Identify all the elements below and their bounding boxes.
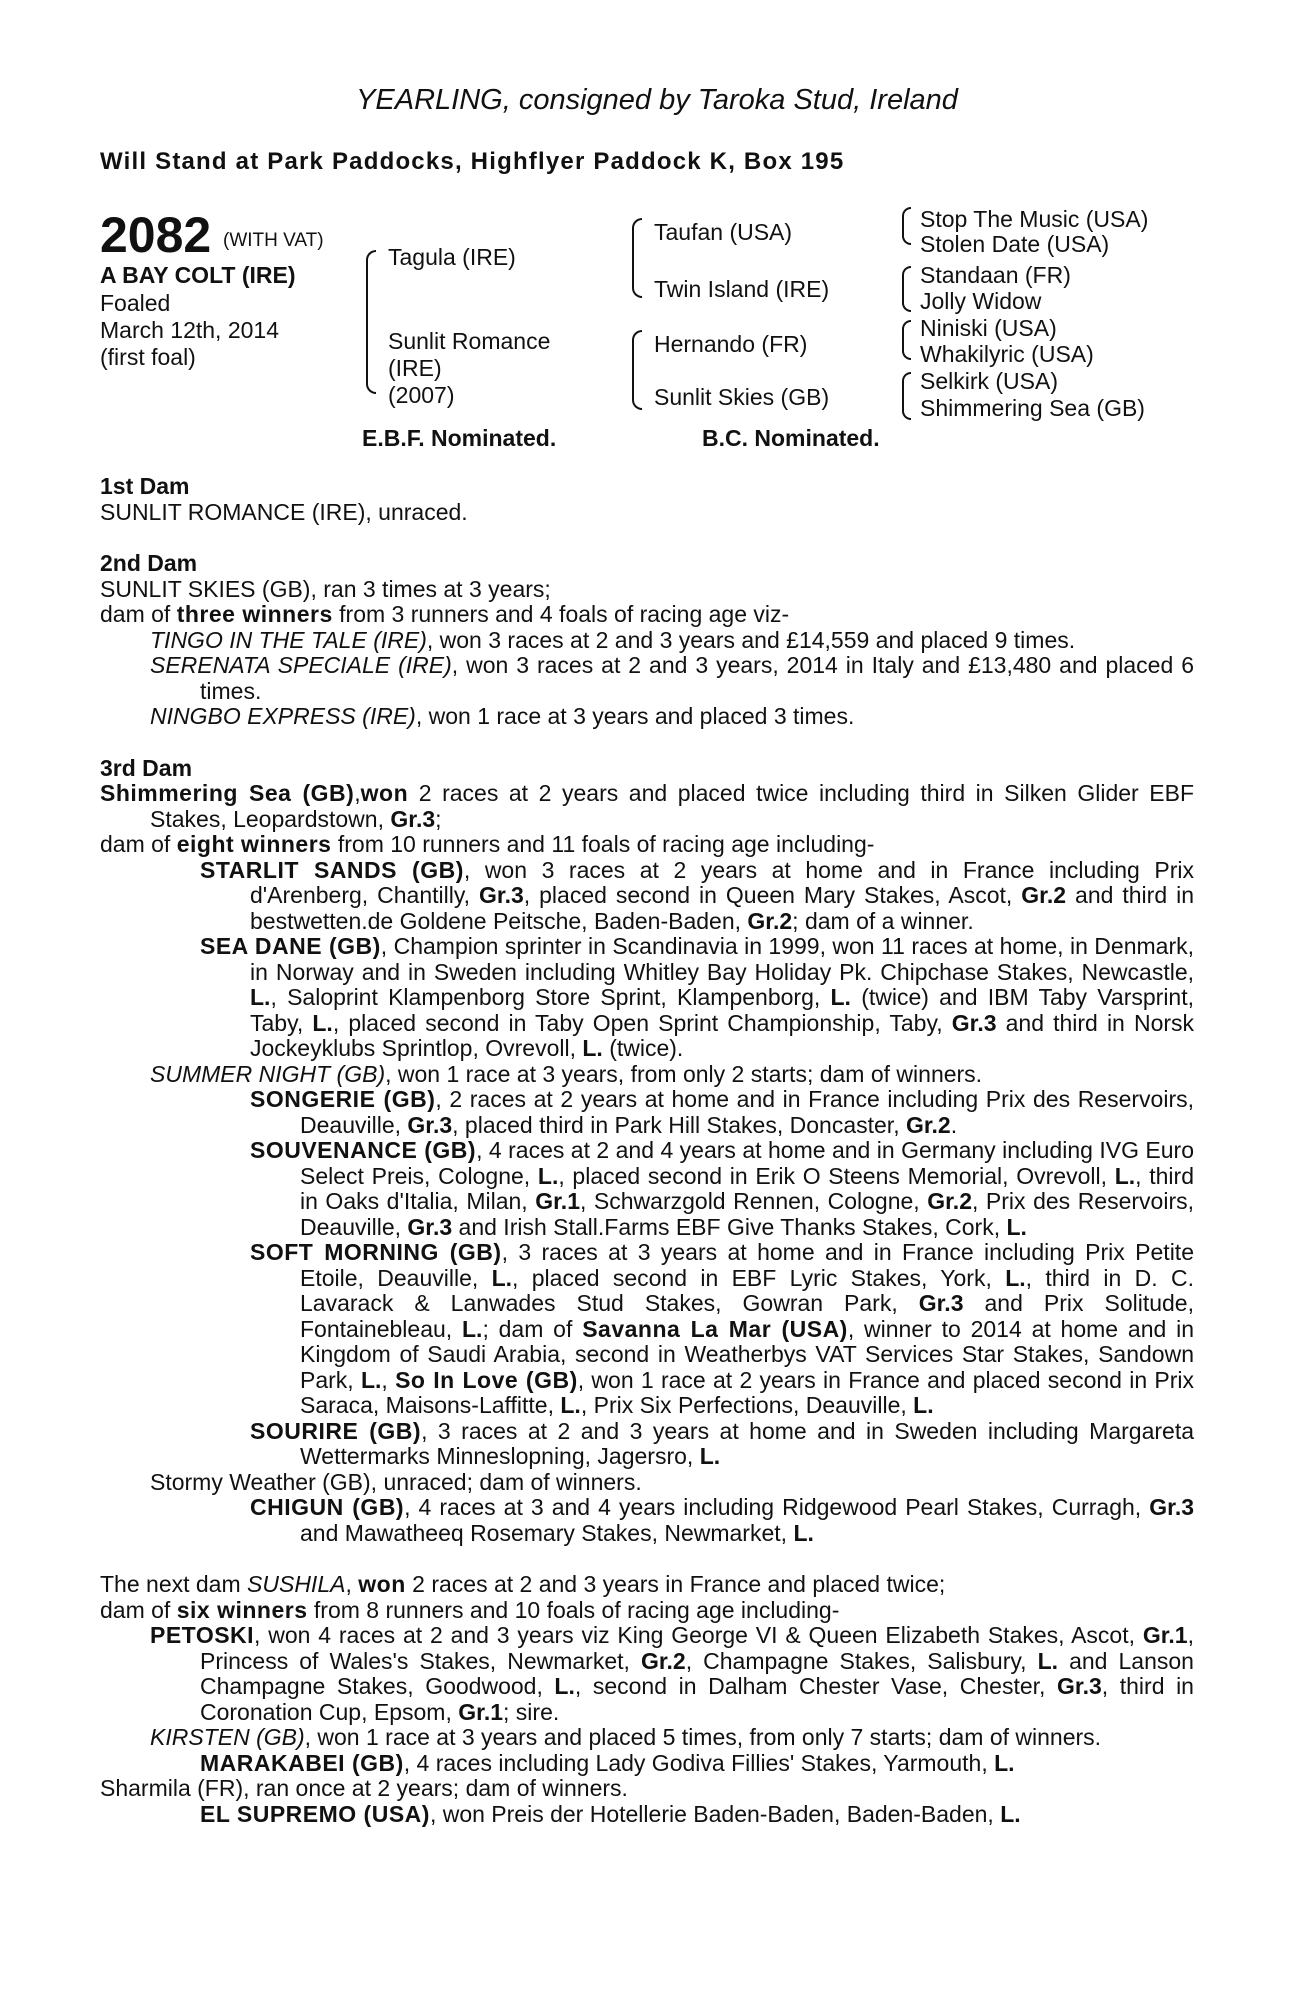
pedigree-brace-dam: [632, 330, 642, 410]
pedigree-brace-sd: [902, 266, 911, 312]
pedigree-brace-ds: [902, 320, 911, 360]
stand-location: Will Stand at Park Paddocks, Highflyer Paddock K, Box 195: [100, 148, 845, 175]
progeny-entry: SOUVENANCE (GB), 4 races at 2 and 4 years at home and in Germany including IVG Euro Select Preis, Cologne, L., placed second in Erik O Steens Memorial, Ovrevoll, L., third in Oaks d'Italia, Milan, Gr.1, Schwarzgold Rennen, Cologne, Gr.2, Prix des Reservoirs, Deauville, Gr.3 and Irish Stall.Farms EBF Give Thanks Stakes, Cork, L.: [250, 1137, 1194, 1240]
bc-nominated: B.C. Nominated.: [702, 425, 880, 451]
progeny-entry: Sharmila (FR), ran once at 2 years; dam of winners.: [100, 1775, 628, 1801]
foaled-label: Foaled: [100, 290, 171, 316]
progeny-entry: SUMMER NIGHT (GB), won 1 race at 3 years, from only 2 starts; dam of winners.: [150, 1060, 983, 1087]
dam-name: Sunlit Romance: [388, 328, 551, 354]
dam-dam-dam: Shimmering Sea (GB): [920, 395, 1145, 421]
sire-name: Tagula (IRE): [388, 244, 516, 270]
next-dam-intro: The next dam SUSHILA, won 2 races at 2 and 3 years in France and placed twice;: [100, 1571, 946, 1597]
progeny-entry: CHIGUN (GB), 4 races at 3 and 4 years including Ridgewood Pearl Stakes, Curragh, Gr.3 and Mawatheeq Rosemary Stakes, Newmarket, L.: [250, 1494, 1195, 1546]
pedigree-brace-dd: [902, 372, 911, 420]
dam-sire: Hernando (FR): [654, 331, 808, 357]
foal-note: (first foal): [100, 344, 196, 370]
foaled-block: [100, 290, 279, 371]
progeny-entry: SEA DANE (GB), Champion sprinter in Scandinavia in 1999, won 11 races at home, in Denmark, in Norway and in Sweden including Whitley Bay Holiday Pk. Chipchase Stakes, Newcastle, L., Saloprint Klampenborg Store Sprint, Klampenborg, L. (twice) and IBM Taby Varsprint, Taby, L., placed second in Taby Open Sprint Championship, Taby, Gr.3 and third in Norsk Jockeyklubs Sprintlop, Ovrevoll, L. (twice).: [200, 933, 1195, 1061]
pedigree-brace-gen1: [366, 250, 376, 394]
sire-dam: Twin Island (IRE): [654, 276, 830, 302]
progeny-entry: STARLIT SANDS (GB), won 3 races at 2 years at home and in France including Prix d'Arenberg, Chantilly, Gr.3, placed second in Queen Mary Stakes, Ascot, Gr.2 and third in bestwetten.de Goldene Peitsche, Baden-Baden, Gr.2; dam of a winner.: [200, 856, 1194, 934]
progeny-entry: TINGO IN THE TALE (IRE), won 3 races at 2 and 3 years and £14,559 and placed 9 times.: [150, 626, 1076, 653]
third-dam-heading: 3rd Dam: [100, 754, 193, 781]
dam-country: (IRE): [388, 355, 442, 381]
pedigree-brace-sire: [632, 218, 642, 298]
next-dam-body: [100, 1572, 1194, 1827]
lot-number: 2082: [100, 207, 212, 263]
progeny-entry: SOURIRE (GB), 3 races at 2 and 3 years at home and in Sweden including Margareta Wettermarks Minneslopning, Jagersro, L.: [250, 1417, 1194, 1469]
third-dam-summary: dam of eight winners from 10 runners and 11 foals of racing age including-: [100, 831, 875, 857]
sire-sire-sire: Stop The Music (USA): [920, 206, 1149, 232]
vat-note: (WITH VAT): [223, 230, 324, 251]
foaled-date: March 12th, 2014: [100, 317, 280, 343]
dam-sire-dam: Whakilyric (USA): [920, 341, 1094, 367]
dam-dam-sire: Selkirk (USA): [920, 368, 1059, 394]
progeny-entry: PETOSKI, won 4 races at 2 and 3 years viz King George VI & Queen Elizabeth Stakes, Ascot, Gr.1, Princess of Wales's Stakes, Newmarket, Gr.2, Champagne Stakes, Salisbury, L. and Lanson Champagne Stakes, Goodwood, L., second in Dalham Chester Vase, Chester, Gr.3, third in Coronation Cup, Epsom, Gr.1; sire.: [150, 1622, 1194, 1725]
second-dam-line2: dam of three winners from 3 runners and 4 foals of racing age viz-: [100, 601, 790, 627]
page-title: YEARLING, consigned by Taroka Stud, Ireland: [356, 84, 958, 116]
pedigree-brace-ss: [902, 207, 911, 245]
dam-year: (2007): [388, 382, 455, 408]
progeny-entry: SERENATA SPECIALE (IRE), won 3 races at 2 and 3 years, 2014 in Italy and £13,480 and placed 6 times.: [150, 652, 1195, 704]
ebf-nominated: E.B.F. Nominated.: [362, 425, 557, 451]
third-dam-body: [100, 781, 1194, 1546]
dam-dam: Sunlit Skies (GB): [654, 384, 830, 410]
next-dam-summary: dam of six winners from 8 runners and 10 foals of racing age including-: [100, 1596, 840, 1623]
horse-name: A BAY COLT (IRE): [100, 262, 296, 288]
sire-dam-sire: Standaan (FR): [920, 262, 1071, 288]
progeny-entry: NINGBO EXPRESS (IRE), won 1 race at 3 years and placed 3 times.: [150, 703, 855, 729]
sire-sire: Taufan (USA): [654, 219, 793, 245]
sire-dam-dam: Jolly Widow: [920, 288, 1042, 314]
progeny-entry: MARAKABEI (GB), 4 races including Lady Godiva Fillies' Stakes, Yarmouth, L.: [200, 1749, 1015, 1776]
dam-name-block: [388, 328, 550, 409]
first-dam-heading: 1st Dam: [100, 473, 190, 499]
catalogue-body: [100, 474, 1194, 1827]
second-dam-heading: 2nd Dam: [100, 550, 198, 576]
progeny-entry: EL SUPREMO (USA), won Preis der Hotellerie Baden-Baden, Baden-Baden, L.: [200, 1800, 1021, 1827]
progeny-entry: SONGERIE (GB), 2 races at 2 years at home and in France including Prix des Reservoirs, Deauville, Gr.3, placed third in Park Hill Stakes, Doncaster, Gr.2.: [250, 1086, 1194, 1138]
third-dam-intro: Shimmering Sea (GB),won 2 races at 2 years and placed twice including third in Silken Glider EBF Stakes, Leopardstown, Gr.3;: [100, 780, 1194, 832]
progeny-entry: SOFT MORNING (GB), 3 races at 3 years at home and in France including Prix Petite Etoile, Deauville, L., placed second in EBF Lyric Stakes, York, L., third in D. C. Lavarack & Lanwades Stud Stakes, Gowran Park, Gr.3 and Prix Solitude, Fontainebleau, L.; dam of Savanna La Mar (USA), winner to 2014 at home and in Kingdom of Saudi Arabia, second in Weatherbys VAT Services Star Stakes, Sandown Park, L., So In Love (GB), won 1 race at 2 years in France and placed second in Prix Saraca, Maisons-Laffitte, L., Prix Six Perfections, Deauville, L.: [250, 1239, 1195, 1418]
sire-sire-dam: Stolen Date (USA): [920, 231, 1110, 257]
second-dam-line1: SUNLIT SKIES (GB), ran 3 times at 3 years;: [100, 575, 551, 602]
progeny-entry: Stormy Weather (GB), unraced; dam of winners.: [150, 1468, 642, 1495]
first-dam-text: SUNLIT ROMANCE (IRE), unraced.: [100, 498, 468, 525]
progeny-entry: KIRSTEN (GB), won 1 race at 3 years and placed 5 times, from only 7 starts; dam of winners.: [150, 1724, 1102, 1750]
dam-sire-sire: Niniski (USA): [920, 315, 1057, 341]
